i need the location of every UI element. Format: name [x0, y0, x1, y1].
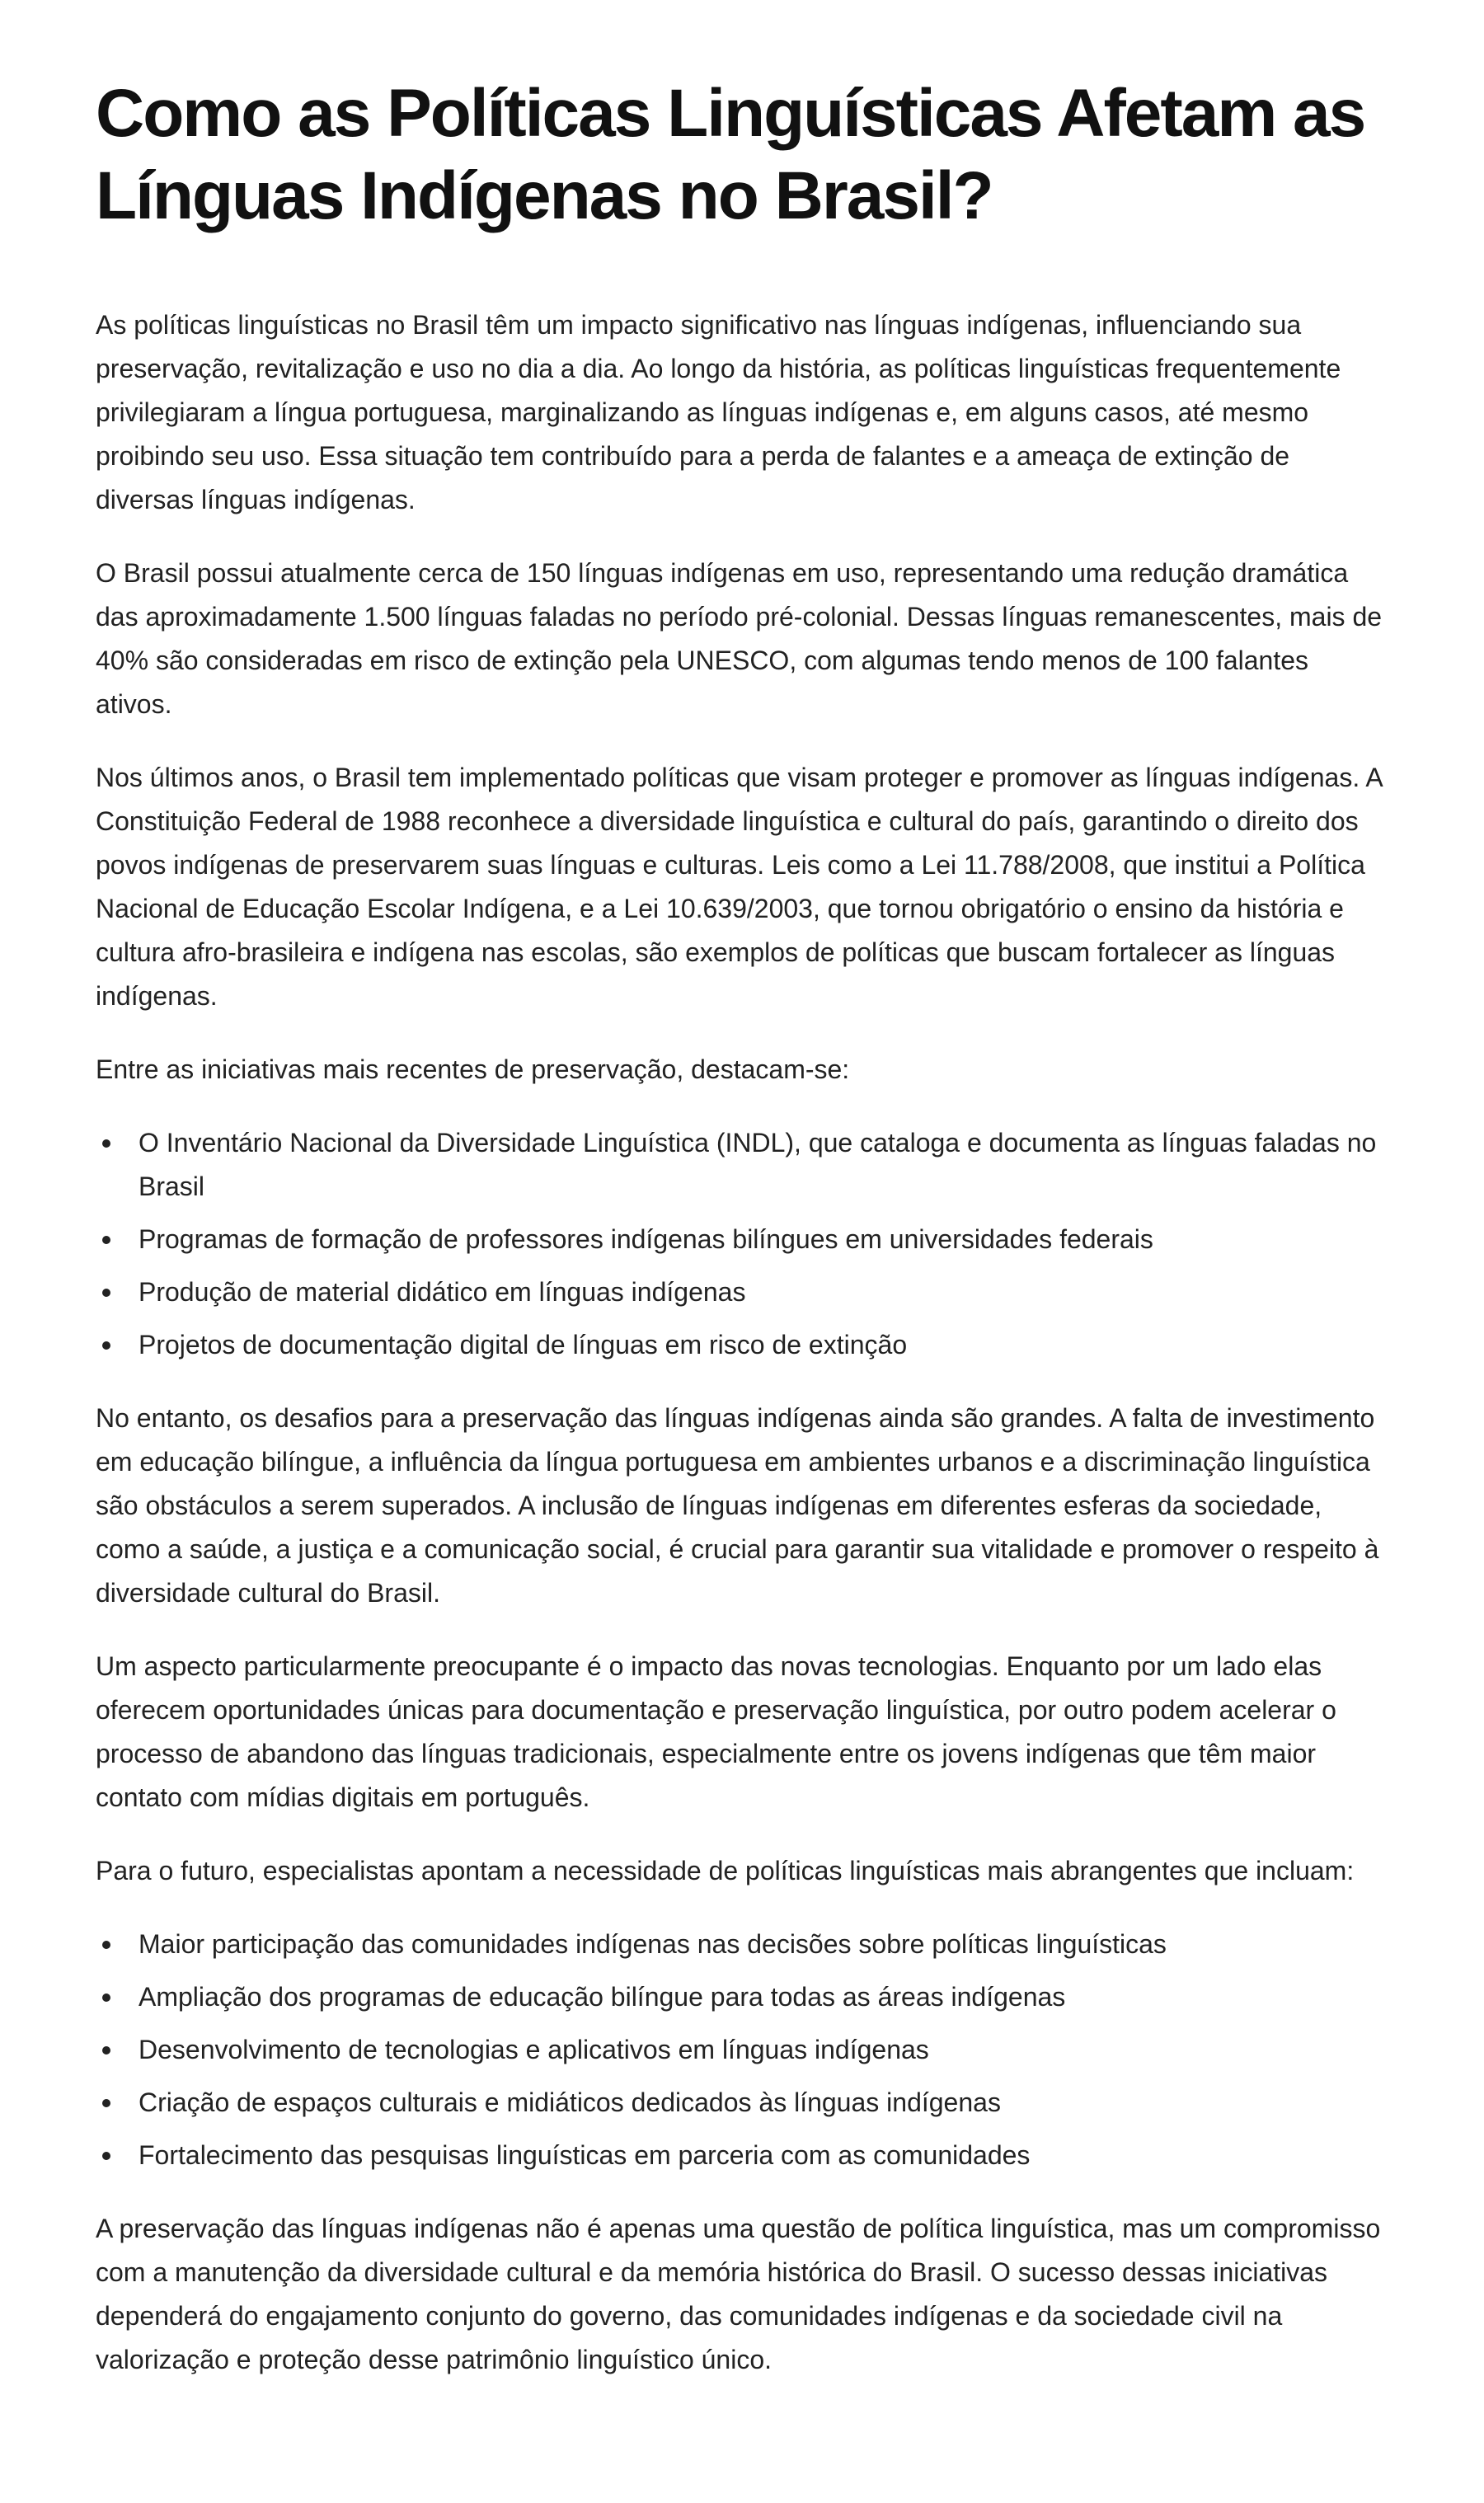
bullet-icon: [102, 2099, 110, 2107]
paragraph-initiatives-intro: Entre as iniciativas mais recentes de preservação, destacam-se:: [96, 1054, 850, 1085]
list-item-text: Programas de formação de professores indígenas bilíngues em universidades federais: [139, 1224, 1153, 1255]
bullet-icon: [102, 2152, 110, 2160]
paragraph-future-intro: Para o futuro, especialistas apontam a necessidade de políticas linguísticas mais abrangentes que incluam:: [96, 1856, 1355, 1886]
list-item: [96, 2134, 1388, 2177]
list-item-text: Criação de espaços culturais e midiáticos dedicados às línguas indígenas: [139, 2087, 1001, 2118]
list-item-text: Produção de material didático em línguas indígenas: [139, 1277, 746, 1308]
paragraph-statistics: O Brasil possui atualmente cerca de 150 línguas indígenas em uso, representando uma redução dramática das aproximadamente 1.500 línguas faladas no período pré-colonial. Dessas línguas remanescentes, mais de 40% são consideradas em risco de extinção pela UNESCO, com algumas tendo menos de 100 falantes ativos.: [96, 558, 1383, 720]
paragraph-challenges: No entanto, os desafios para a preservação das línguas indígenas ainda são grandes. A falta de investimento em educação bilíngue, a influência da língua portuguesa em ambientes urbanos e a discriminação linguística são obstáculos a serem superados. A inclusão de línguas indígenas em diferentes esferas da sociedade, como a saúde, a justiça e a comunicação social, é crucial para garantir sua vitalidade e promover o respeito à diversidade cultural do Brasil.: [96, 1403, 1379, 1608]
list-item-text: Ampliação dos programas de educação bilíngue para todas as áreas indígenas: [139, 1982, 1066, 2012]
paragraph-intro: As políticas linguísticas no Brasil têm um impacto significativo nas línguas indígenas, influenciando sua preservação, revitalização e uso no dia a dia. Ao longo da história, as políticas linguísticas frequentemente privilegiaram a língua portuguesa, marginalizando as línguas indígenas e, em alguns casos, até mesmo proibindo seu uso. Essa situação tem contribuído para a perda de falantes e a ameaça de extinção de diversas línguas indígenas.: [96, 310, 1341, 515]
list-item: [96, 2028, 1388, 2072]
list-item-text: Desenvolvimento de tecnologias e aplicativos em línguas indígenas: [139, 2035, 929, 2065]
list-item: [96, 2081, 1388, 2125]
list-item: [96, 1121, 1388, 1209]
paragraph-recent-policies: Nos últimos anos, o Brasil tem implementado políticas que visam proteger e promover as línguas indígenas. A Constituição Federal de 1988 reconhece a diversidade linguística e cultural do país, garantindo o direito dos povos indígenas de preservarem suas línguas e culturas. Leis como a Lei 11.788/2008, que institui a Política Nacional de Educação Escolar Indígena, e a Lei 10.639/2003, que tornou obrigatório o ensino da história e cultura afro-brasileira e indígena nas escolas, são exemplos de políticas que buscam fortalecer as línguas indígenas.: [96, 763, 1382, 1012]
list-item-text: Projetos de documentação digital de línguas em risco de extinção: [139, 1330, 908, 1360]
bullet-icon: [102, 1941, 110, 1949]
bullet-icon: [102, 1236, 110, 1244]
list-item: [96, 1975, 1388, 2019]
bullet-icon: [102, 1993, 110, 2002]
bullet-icon: [102, 2046, 110, 2055]
list-item-text: O Inventário Nacional da Diversidade Linguística (INDL), que cataloga e documenta as línguas faladas no Brasil: [139, 1128, 1377, 1202]
list-item-text: Maior participação das comunidades indígenas nas decisões sobre políticas linguísticas: [139, 1929, 1167, 1960]
page-title: Como as Políticas Linguísticas Afetam as Línguas Indígenas no Brasil?: [96, 76, 1365, 234]
bullet-icon: [102, 1341, 110, 1350]
list-item: [96, 1270, 1388, 1314]
future-needs-list: [96, 1923, 1388, 2177]
list-item: [96, 1923, 1388, 1966]
paragraph-technology: Um aspecto particularmente preocupante é o impacto das novas tecnologias. Enquanto por um lado elas oferecem oportunidades únicas para documentação e preservação linguística, por outro podem acelerar o processo de abandono das línguas tradicionais, especialmente entre os jovens indígenas que têm maior contato com mídias digitais em português.: [96, 1651, 1336, 1813]
bullet-icon: [102, 1289, 110, 1297]
paragraph-conclusion: A preservação das línguas indígenas não é apenas uma questão de política linguística, mas um compromisso com a manutenção da diversidade cultural e da memória histórica do Brasil. O sucesso dessas iniciativas dependerá do engajamento conjunto do governo, das comunidades indígenas e da sociedade civil na valorização e proteção desse patrimônio linguístico único.: [96, 2214, 1381, 2375]
list-item-text: Fortalecimento das pesquisas linguísticas em parceria com as comunidades: [139, 2140, 1031, 2171]
list-item: [96, 1323, 1388, 1367]
initiatives-list: [96, 1121, 1388, 1367]
bullet-icon: [102, 1139, 110, 1148]
list-item: [96, 1218, 1388, 1261]
